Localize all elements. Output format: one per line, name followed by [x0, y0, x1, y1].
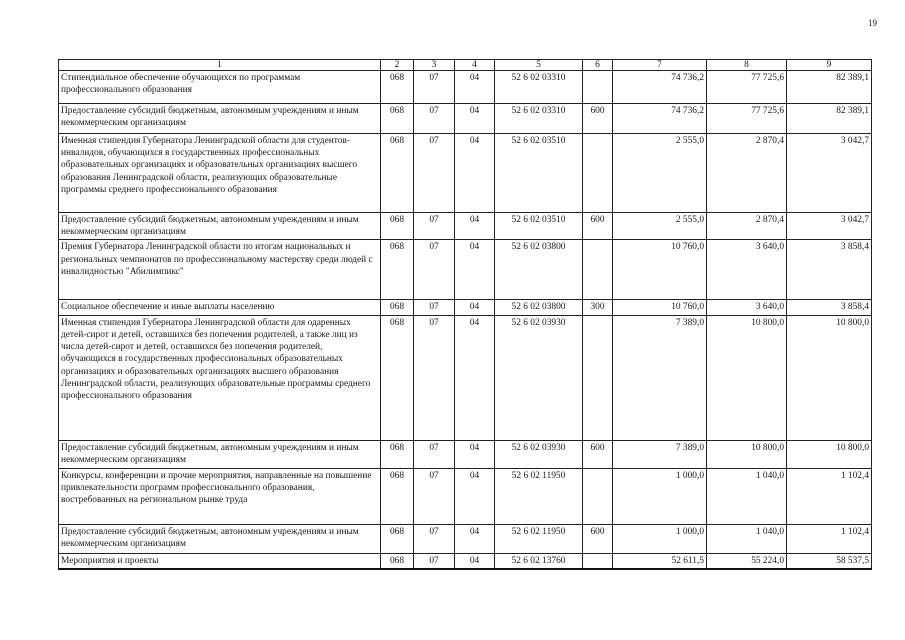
cell-section: 07 [414, 315, 455, 440]
cell-section: 07 [414, 71, 455, 104]
cell-ministry: 068 [381, 553, 414, 569]
cell-expense-type: 600 [583, 104, 613, 134]
cell-subsection: 04 [455, 240, 495, 300]
cell-amount-7: 7 389,0 [613, 315, 707, 440]
row-name: Мероприятия и проекты [59, 553, 381, 569]
cell-target-code: 52 6 02 03930 [495, 315, 583, 440]
cell-amount-9: 82 389,1 [787, 104, 872, 134]
cell-target-code: 52 6 02 03930 [495, 440, 583, 468]
cell-ministry: 068 [381, 104, 414, 134]
row-name: Именная стипендия Губернатора Ленинградской области для студентов-инвалидов, обучающихся в государственных профессиональных образовательных организациях и образовательных организациях высшего образования Ленинградской области, реализующих образовательные программы среднего профессионального образования [59, 134, 381, 213]
cell-amount-9: 82 389,1 [787, 71, 872, 104]
cell-amount-7: 2 555,0 [613, 134, 707, 213]
row-name: Именная стипендия Губернатора Ленинградской области для одаренных детей-сирот и детей, оставшихся без попечения родителей, а также лиц из числа детей-сирот и детей, оставшихся без попечения родителей, обучающихся в государственных профессиональных образовательных организациях и образовательных организациях высшего образования Ленинградской области, реализующих образовательные программы среднего профессионального образования [59, 315, 381, 440]
cell-ministry: 068 [381, 440, 414, 468]
row-name: Премия Губернатора Ленинградской области по итогам национальных и региональных чемпионатов по профессиональному мастерству среди людей с инвалидностью "Абилимпикс" [59, 240, 381, 300]
table-row [59, 468, 872, 524]
table-row [59, 240, 872, 300]
cell-amount-8: 1 040,0 [707, 468, 787, 524]
table-row [59, 524, 872, 553]
column-header: 4 [455, 60, 495, 71]
cell-target-code: 52 6 02 03510 [495, 134, 583, 213]
column-header: 6 [583, 60, 613, 71]
table-row [59, 300, 872, 315]
cell-section: 07 [414, 553, 455, 569]
table-row [59, 553, 872, 569]
cell-amount-9: 3 042,7 [787, 134, 872, 213]
cell-expense-type [583, 71, 613, 104]
cell-expense-type [583, 315, 613, 440]
table-row [59, 440, 872, 468]
row-name: Предоставление субсидий бюджетным, автономным учреждениям и иным некоммерческим организациям [59, 213, 381, 240]
cell-amount-7: 1 000,0 [613, 524, 707, 553]
cell-section: 07 [414, 524, 455, 553]
cell-section: 07 [414, 104, 455, 134]
column-header: 8 [707, 60, 787, 71]
cell-amount-7: 10 760,0 [613, 240, 707, 300]
cell-target-code: 52 6 02 03800 [495, 300, 583, 315]
column-header: 5 [495, 60, 583, 71]
table-row [59, 315, 872, 440]
cell-amount-9: 3 858,4 [787, 240, 872, 300]
page-number: 19 [868, 18, 877, 28]
row-name: Предоставление субсидий бюджетным, автономным учреждениям и иным некоммерческим организациям [59, 104, 381, 134]
cell-ministry: 068 [381, 468, 414, 524]
cell-subsection: 04 [455, 468, 495, 524]
cell-section: 07 [414, 440, 455, 468]
cell-ministry: 068 [381, 300, 414, 315]
cell-target-code: 52 6 02 11950 [495, 524, 583, 553]
cell-amount-9: 10 800,0 [787, 440, 872, 468]
cell-subsection: 04 [455, 315, 495, 440]
cell-ministry: 068 [381, 524, 414, 553]
table-row [59, 71, 872, 104]
cell-expense-type: 600 [583, 440, 613, 468]
cell-expense-type: 300 [583, 300, 613, 315]
table-row [59, 213, 872, 240]
cell-ministry: 068 [381, 213, 414, 240]
column-header: 7 [613, 60, 707, 71]
cell-subsection: 04 [455, 524, 495, 553]
cell-ministry: 068 [381, 134, 414, 213]
cell-section: 07 [414, 134, 455, 213]
cell-subsection: 04 [455, 213, 495, 240]
cell-ministry: 068 [381, 71, 414, 104]
column-header-row [59, 60, 872, 71]
cell-section: 07 [414, 213, 455, 240]
cell-subsection: 04 [455, 134, 495, 213]
cell-target-code: 52 6 02 03310 [495, 71, 583, 104]
cell-amount-8: 3 640,0 [707, 300, 787, 315]
budget-table [58, 59, 872, 570]
cell-target-code: 52 6 02 03800 [495, 240, 583, 300]
column-header: 3 [414, 60, 455, 71]
cell-amount-9: 3 858,4 [787, 300, 872, 315]
cell-amount-9: 1 102,4 [787, 524, 872, 553]
cell-subsection: 04 [455, 104, 495, 134]
cell-expense-type [583, 240, 613, 300]
cell-amount-9: 58 537,5 [787, 553, 872, 569]
cell-expense-type [583, 468, 613, 524]
column-header: 1 [59, 60, 381, 71]
cell-amount-8: 77 725,6 [707, 104, 787, 134]
row-name: Предоставление субсидий бюджетным, автономным учреждениям и иным некоммерческим организациям [59, 524, 381, 553]
cell-subsection: 04 [455, 553, 495, 569]
cell-amount-8: 2 870,4 [707, 213, 787, 240]
cell-section: 07 [414, 468, 455, 524]
row-name: Стипендиальное обеспечение обучающихся по программам профессионального образования [59, 71, 381, 104]
cell-amount-7: 52 611,5 [613, 553, 707, 569]
cell-amount-7: 1 000,0 [613, 468, 707, 524]
cell-target-code: 52 6 02 13760 [495, 553, 583, 569]
cell-target-code: 52 6 02 03510 [495, 213, 583, 240]
cell-amount-7: 2 555,0 [613, 213, 707, 240]
cell-ministry: 068 [381, 240, 414, 300]
cell-subsection: 04 [455, 300, 495, 315]
row-name: Социальное обеспечение и иные выплаты населению [59, 300, 381, 315]
row-name: Конкурсы, конференции и прочие мероприятия, направленные на повышение привлекательности программ профессионального образования, востребованных на региональном рынке труда [59, 468, 381, 524]
column-header: 2 [381, 60, 414, 71]
cell-target-code: 52 6 02 11950 [495, 468, 583, 524]
cell-amount-7: 7 389,0 [613, 440, 707, 468]
row-name: Предоставление субсидий бюджетным, автономным учреждениям и иным некоммерческим организациям [59, 440, 381, 468]
cell-subsection: 04 [455, 440, 495, 468]
cell-amount-8: 1 040,0 [707, 524, 787, 553]
cell-amount-7: 74 736,2 [613, 104, 707, 134]
cell-expense-type: 600 [583, 524, 613, 553]
cell-amount-8: 2 870,4 [707, 134, 787, 213]
cell-section: 07 [414, 300, 455, 315]
cell-amount-8: 3 640,0 [707, 240, 787, 300]
cell-section: 07 [414, 240, 455, 300]
cell-expense-type: 600 [583, 213, 613, 240]
cell-amount-8: 77 725,6 [707, 71, 787, 104]
cell-amount-7: 74 736,2 [613, 71, 707, 104]
cell-amount-8: 55 224,0 [707, 553, 787, 569]
cell-amount-8: 10 800,0 [707, 315, 787, 440]
cell-target-code: 52 6 02 03310 [495, 104, 583, 134]
column-header: 9 [787, 60, 872, 71]
cell-amount-9: 1 102,4 [787, 468, 872, 524]
cell-expense-type [583, 553, 613, 569]
cell-amount-8: 10 800,0 [707, 440, 787, 468]
cell-ministry: 068 [381, 315, 414, 440]
table-row [59, 134, 872, 213]
cell-amount-9: 10 800,0 [787, 315, 872, 440]
cell-amount-7: 10 760,0 [613, 300, 707, 315]
cell-expense-type [583, 134, 613, 213]
table-row [59, 104, 872, 134]
cell-amount-9: 3 042,7 [787, 213, 872, 240]
cell-subsection: 04 [455, 71, 495, 104]
